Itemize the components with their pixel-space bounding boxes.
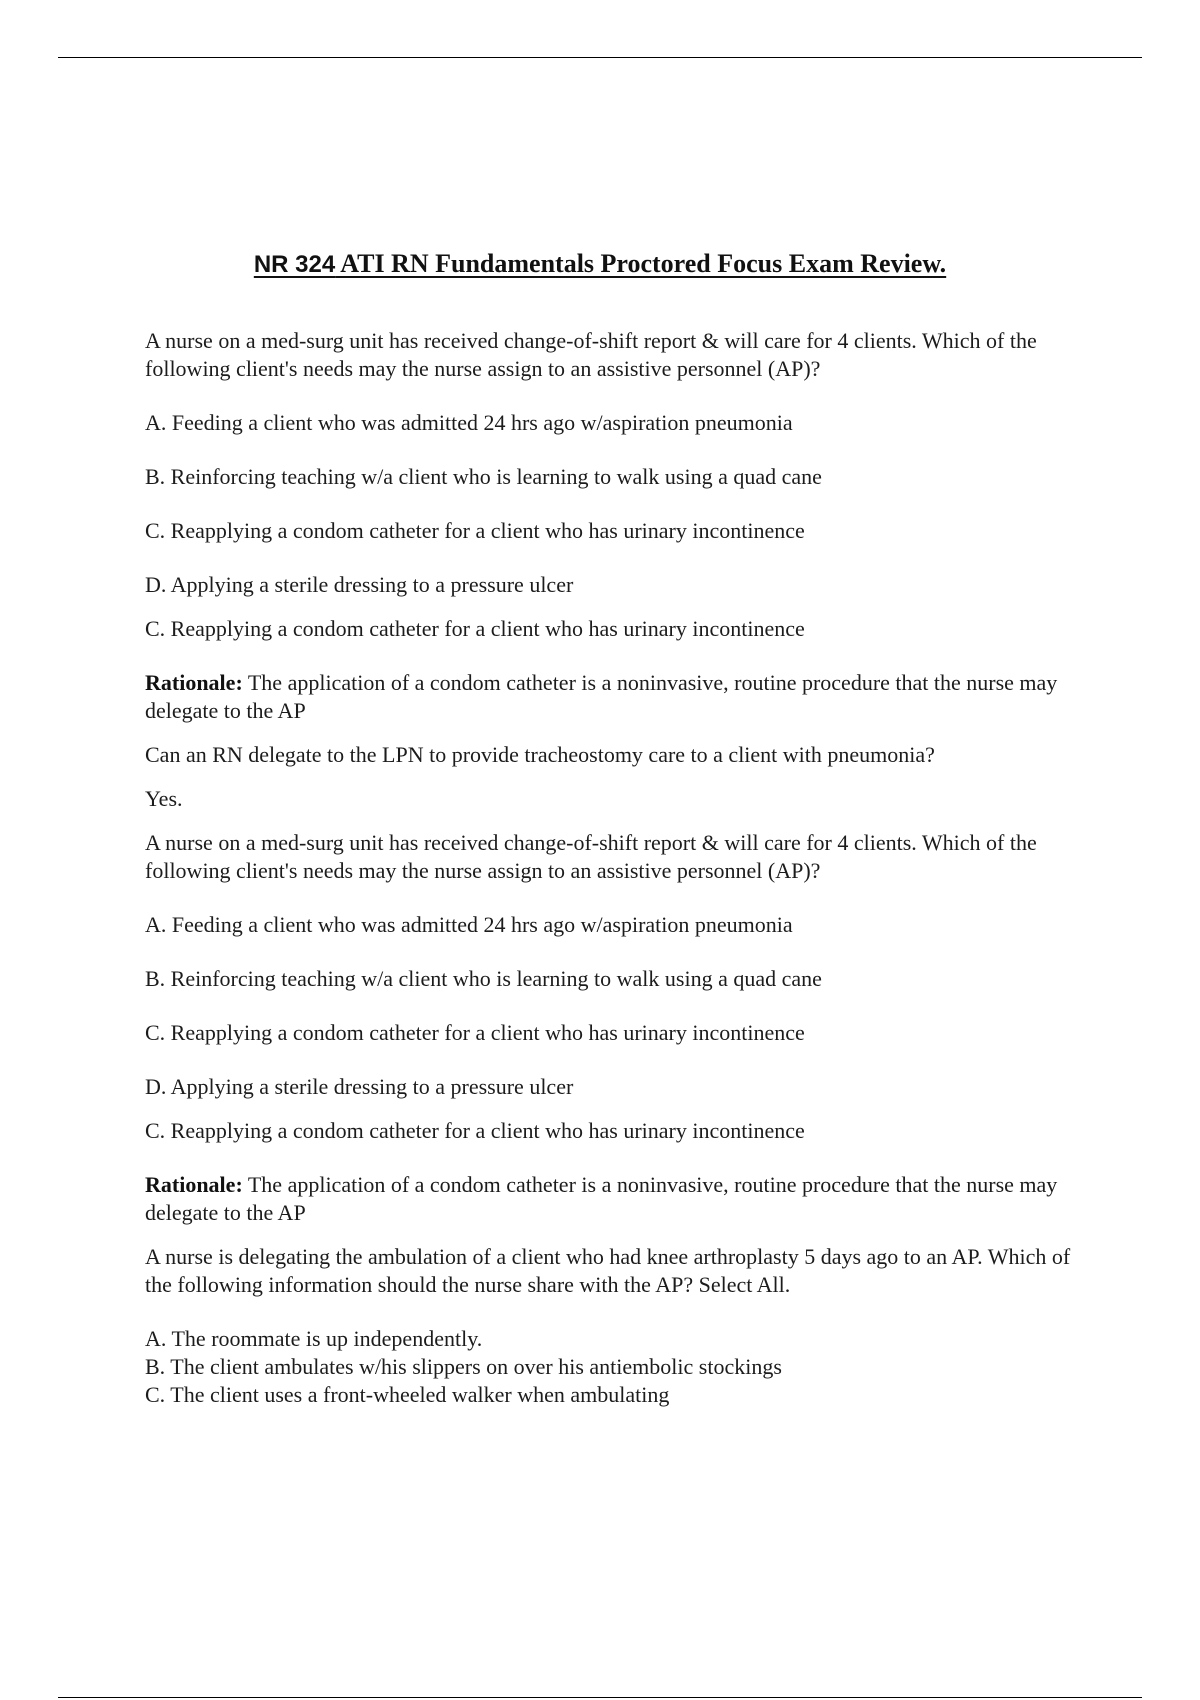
document-body xyxy=(145,327,1095,1409)
q1-option-b: B. Reinforcing teaching w/a client who is learning to walk using a quad cane xyxy=(145,464,822,489)
q1-option-d: D. Applying a sterile dressing to a pressure ulcer xyxy=(145,572,574,597)
q1-option-a: A. Feeding a client who was admitted 24 hrs ago w/aspiration pneumonia xyxy=(145,410,793,435)
q2-question: Can an RN delegate to the LPN to provide tracheostomy care to a client with pneumonia? xyxy=(145,742,935,767)
page-title xyxy=(0,248,1200,280)
q3-option-c: C. Reapplying a condom catheter for a client who has urinary incontinence xyxy=(145,1020,805,1045)
footer-rule xyxy=(58,1697,1142,1698)
q4-option-a: A. The roommate is up independently. xyxy=(145,1326,483,1351)
title-course-code: NR 324 xyxy=(253,251,336,279)
q1-option-c: C. Reapplying a condom catheter for a client who has urinary incontinence xyxy=(145,518,805,543)
q3-rationale xyxy=(145,1171,1095,1227)
q2-answer: Yes. xyxy=(145,786,183,811)
q3-rationale-text: The application of a condom catheter is a noninvasive, routine procedure that the nurse may delegate to the AP xyxy=(145,1172,1058,1225)
title-text: ATI RN Fundamentals Proctored Focus Exam Review. xyxy=(335,249,947,279)
q3-option-d: D. Applying a sterile dressing to a pressure ulcer xyxy=(145,1074,574,1099)
q3-answer: C. Reapplying a condom catheter for a client who has urinary incontinence xyxy=(145,1118,805,1143)
q3-rationale-label: Rationale: xyxy=(145,1172,243,1197)
q1-rationale-text: The application of a condom catheter is a noninvasive, routine procedure that the nurse may delegate to the AP xyxy=(145,670,1058,723)
header-rule xyxy=(58,57,1142,58)
q4-question: A nurse is delegating the ambulation of a client who had knee arthroplasty 5 days ago to an AP. Which of the following information should the nurse share with the AP? Select All. xyxy=(145,1244,1071,1297)
q1-question: A nurse on a med-surg unit has received change-of-shift report & will care for 4 clients. Which of the following client's needs may the nurse assign to an assistive personnel (AP)? xyxy=(145,328,1037,381)
q3-question: A nurse on a med-surg unit has received change-of-shift report & will care for 4 clients. Which of the following client's needs may the nurse assign to an assistive personnel (AP)? xyxy=(145,830,1037,883)
q1-rationale xyxy=(145,669,1095,725)
q3-option-b: B. Reinforcing teaching w/a client who is learning to walk using a quad cane xyxy=(145,966,822,991)
q4-option-b: B. The client ambulates w/his slippers on over his antiembolic stockings xyxy=(145,1354,782,1379)
q4-option-c: C. The client uses a front-wheeled walker when ambulating xyxy=(145,1382,670,1407)
q3-option-a: A. Feeding a client who was admitted 24 hrs ago w/aspiration pneumonia xyxy=(145,912,793,937)
q1-answer: C. Reapplying a condom catheter for a client who has urinary incontinence xyxy=(145,616,805,641)
q1-rationale-label: Rationale: xyxy=(145,670,243,695)
